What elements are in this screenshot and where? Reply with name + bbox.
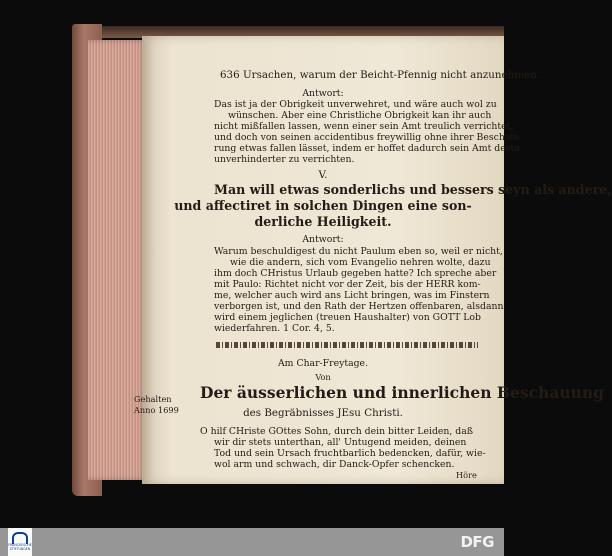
sermon-day: Am Char-Freytage. (277, 358, 369, 369)
section-numeral: V. (318, 169, 328, 181)
answer2-line: wie die andern, sich vom Evangelio nehren wolte, dazu (230, 257, 491, 268)
answer1-line: wünschen. Aber eine Christliche Obrigkeit kan ihr auch (228, 110, 492, 121)
viewer-footer-bar (0, 528, 504, 556)
answer2-line: ihm doch CHristus Urlaub gegeben hatte? Ich spreche aber (214, 268, 497, 279)
sermon-line: wir dir stets unterthan, all' Untugend meiden, deinen (214, 437, 467, 448)
answer1-line: Das ist ja der Obrigkeit unverwehret, und wäre auch wol zu (214, 99, 497, 110)
logo-line: FRANCKESCHE (8, 543, 32, 548)
catchword: Höre (456, 470, 477, 480)
answer2-line: wird einem jeglichen (treuen Haushalter) von GOTT Lob (214, 312, 481, 323)
answer1-line: unverhinderter zu verrichten. (214, 154, 355, 165)
ornament-divider (216, 342, 478, 348)
answer2-line: verborgen ist, und den Rath der Hertzen offenbaren, alsdann (214, 301, 504, 312)
answer2-line: me, welcher auch wird ans Licht bringen, was im Finstern (214, 290, 490, 301)
answer2-line: Warum beschuldigest du nicht Paulum eben so, weil er nicht, (214, 246, 503, 257)
institution-logo[interactable] (8, 528, 32, 556)
answer1-line: nicht mißfallen lassen, wenn einer sein Amt treulich verrichtet, (214, 121, 514, 132)
sermon-title: Der äusserlichen und innerlichen Beschauung (200, 383, 604, 402)
sermon-subtitle: des Begräbnisses JEsu Christi. (243, 407, 403, 419)
sermon-line: O hilf CHriste GOttes Sohn, durch dein bitter Leiden, daß (200, 426, 474, 437)
answer1-line: und doch von seinen accidentibus freywillig ohne ihrer Beschwe- (214, 132, 522, 143)
sermon-line: wol arm und schwach, dir Danck-Opfer schencken. (214, 459, 455, 470)
book-page (134, 36, 612, 484)
section-title-line: und affectiret in solchen Dingen eine son- (174, 198, 472, 213)
answer1-heading: Antwort: (302, 88, 344, 99)
answer2-heading: Antwort: (302, 234, 344, 245)
logo-line: STIFTUNGEN (9, 547, 31, 551)
margin-note: Gehalten (134, 394, 172, 404)
answer1-line: rung etwas fallen lässet, indem er hoffet dadurch sein Amt desto (214, 143, 520, 154)
margin-note: Anno 1699 (134, 405, 179, 415)
sermon-von: Von (315, 372, 331, 382)
running-title: Ursachen, warum der Beicht-Pfennig nicht anzunehmen. (243, 69, 541, 81)
answer2-line: mit Paulo: Richtet nicht vor der Zeit, bis der HERR kom- (214, 279, 481, 290)
dfg-logo[interactable]: DFG (460, 533, 494, 551)
sermon-line: Tod und sein Ursach fruchtbarlich bedencken, dafür, wie- (214, 448, 486, 459)
answer2-line: wiederfahren. 1 Cor. 4, 5. (214, 323, 335, 334)
page-number: 636 (220, 69, 240, 81)
section-title-line: Man will etwas sonderlichs und bessers seyn als andere, (214, 182, 612, 197)
section-title-line: derliche Heiligkeit. (254, 214, 392, 229)
